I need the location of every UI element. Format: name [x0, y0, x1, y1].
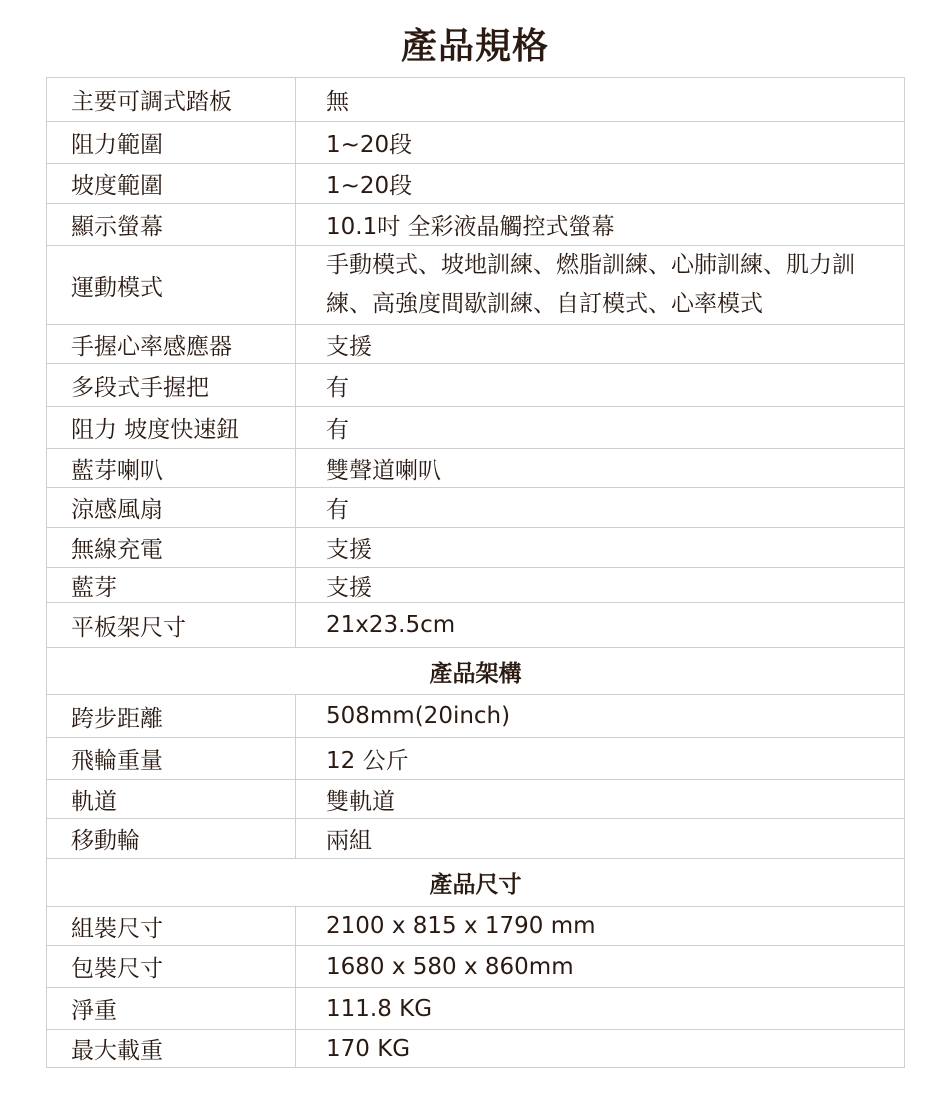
spec-label: 主要可調式踏板 — [47, 78, 296, 122]
table-row — [47, 946, 905, 988]
spec-label: 阻力範圍 — [47, 122, 296, 164]
spec-value: 2100 x 815 x 1790 mm — [296, 907, 905, 946]
spec-value: 10.1吋 全彩液晶觸控式螢幕 — [296, 204, 905, 246]
spec-value: 1680 x 580 x 860mm — [296, 946, 905, 988]
spec-label: 藍芽喇叭 — [47, 449, 296, 488]
table-row — [47, 449, 905, 488]
spec-value: 12 公斤 — [296, 738, 905, 780]
spec-label: 淨重 — [47, 988, 296, 1030]
spec-label: 軌道 — [47, 780, 296, 819]
table-row — [47, 603, 905, 648]
section-header-row — [47, 859, 905, 907]
table-row — [47, 568, 905, 603]
table-row — [47, 528, 905, 568]
table-row — [47, 164, 905, 204]
spec-label: 飛輪重量 — [47, 738, 296, 780]
spec-label: 運動模式 — [47, 246, 296, 325]
spec-value: 111.8 KG — [296, 988, 905, 1030]
spec-value: 雙軌道 — [296, 780, 905, 819]
spec-value: 有 — [296, 364, 905, 407]
spec-value: 雙聲道喇叭 — [296, 449, 905, 488]
table-row — [47, 488, 905, 528]
table-row — [47, 364, 905, 407]
table-row — [47, 695, 905, 738]
table-row — [47, 780, 905, 819]
table-row — [47, 122, 905, 164]
table-row — [47, 325, 905, 364]
section-header-row — [47, 648, 905, 695]
spec-value: 170 KG — [296, 1030, 905, 1068]
table-row — [47, 78, 905, 122]
table-row — [47, 819, 905, 859]
page-title: 產品規格 — [400, 26, 549, 67]
spec-label: 組裝尺寸 — [47, 907, 296, 946]
spec-value: 無 — [296, 78, 905, 122]
spec-label: 坡度範圍 — [47, 164, 296, 204]
spec-value: 兩組 — [296, 819, 905, 859]
table-row — [47, 1030, 905, 1068]
spec-value: 21x23.5cm — [296, 603, 905, 648]
spec-label: 手握心率感應器 — [47, 325, 296, 364]
spec-label: 阻力 坡度快速鈕 — [47, 407, 296, 449]
spec-label: 多段式手握把 — [47, 364, 296, 407]
section-title-structure: 產品架構 — [47, 648, 905, 695]
spec-table — [46, 77, 905, 1068]
table-row — [47, 246, 905, 325]
spec-label: 涼感風扇 — [47, 488, 296, 528]
table-row — [47, 738, 905, 780]
spec-label: 跨步距離 — [47, 695, 296, 738]
section-title-dimensions: 產品尺寸 — [47, 859, 905, 907]
table-row — [47, 988, 905, 1030]
spec-value: 支援 — [296, 325, 905, 364]
spec-value: 有 — [296, 407, 905, 449]
spec-value: 1~20段 — [296, 164, 905, 204]
spec-value: 508mm(20inch) — [296, 695, 905, 738]
table-row — [47, 907, 905, 946]
spec-label: 包裝尺寸 — [47, 946, 296, 988]
spec-value: 手動模式、坡地訓練、燃脂訓練、心肺訓練、肌力訓練、高強度間歇訓練、自訂模式、心率模式 — [296, 246, 905, 325]
table-row — [47, 204, 905, 246]
spec-value: 支援 — [296, 568, 905, 603]
spec-value: 支援 — [296, 528, 905, 568]
spec-label: 顯示螢幕 — [47, 204, 296, 246]
spec-label: 移動輪 — [47, 819, 296, 859]
spec-label: 最大載重 — [47, 1030, 296, 1068]
spec-label: 藍芽 — [47, 568, 296, 603]
spec-value: 1~20段 — [296, 122, 905, 164]
spec-label: 平板架尺寸 — [47, 603, 296, 648]
spec-value: 有 — [296, 488, 905, 528]
spec-label: 無線充電 — [47, 528, 296, 568]
table-row — [47, 407, 905, 449]
